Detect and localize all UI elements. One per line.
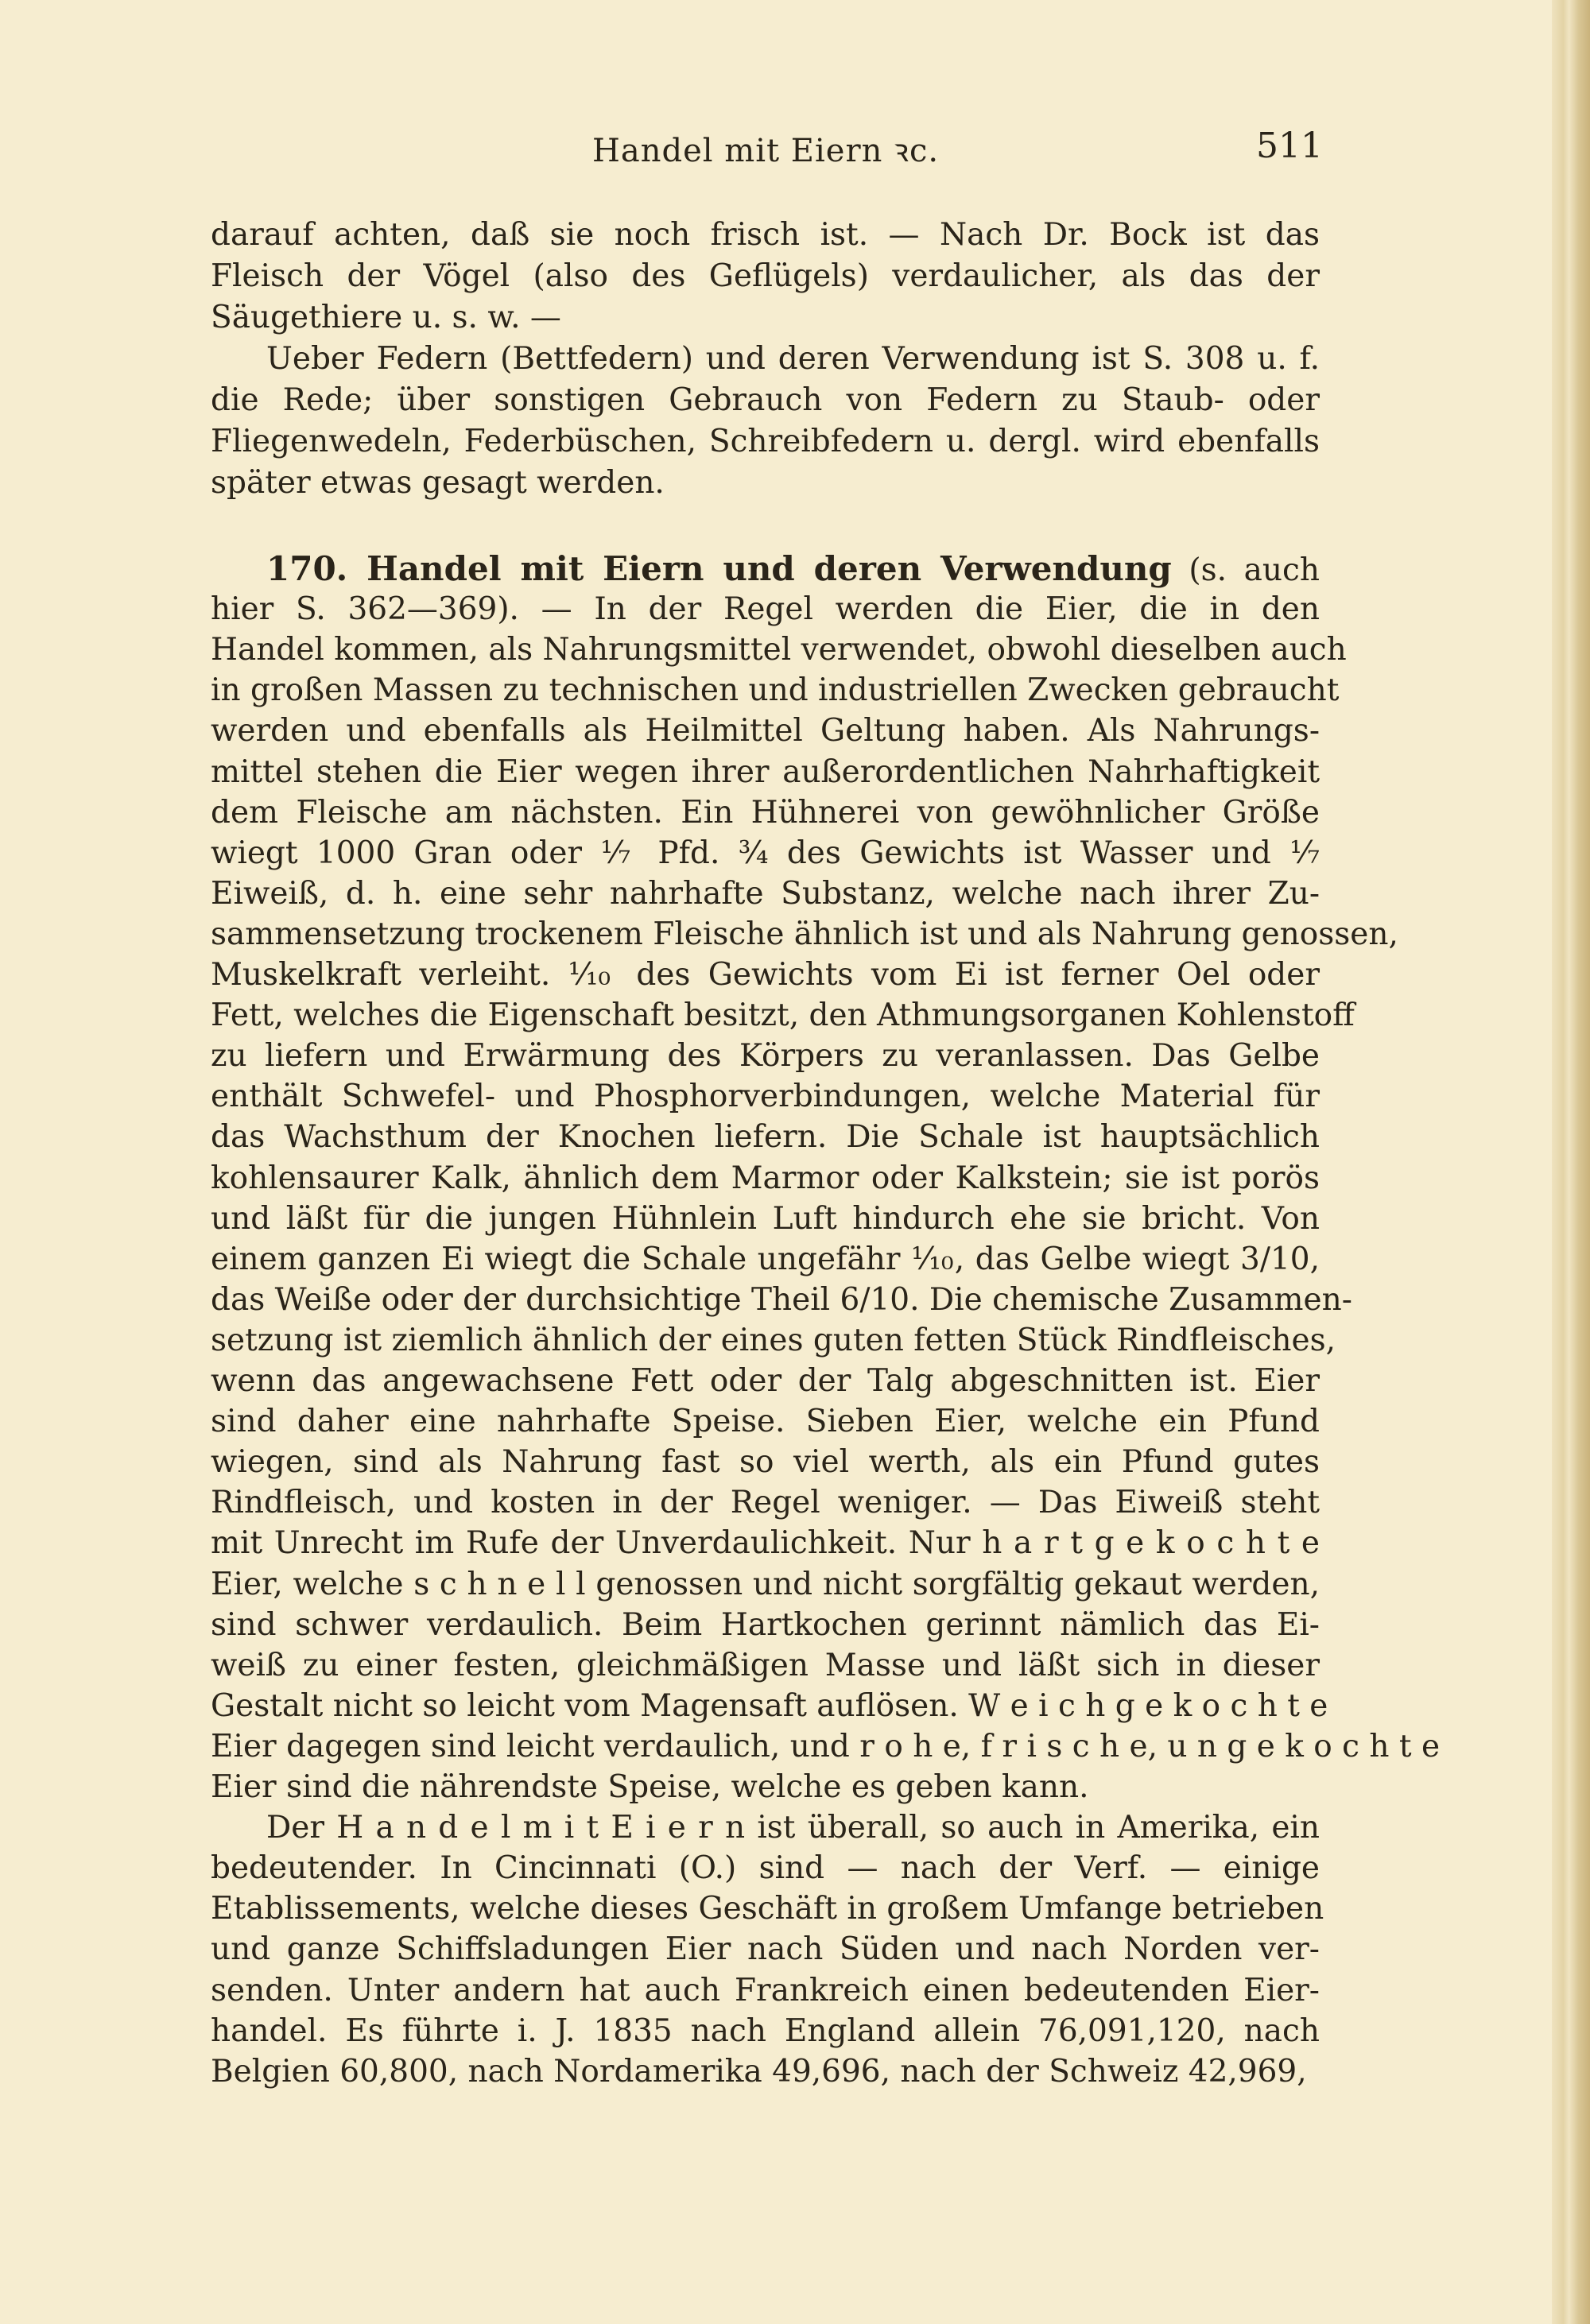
text-line: zu liefern und Erwärmung des Körpers zu veranlassen. Das Gelbe <box>211 1038 1320 1075</box>
text-line: sind schwer verdaulich. Beim Hartkochen gerinnt nämlich das Ei- <box>211 1606 1320 1643</box>
text-line: bedeutender. In Cincinnati (O.) sind — nach der Verf. — einige <box>211 1850 1320 1887</box>
text-line: weiß zu einer festen, gleichmäßigen Masse und läßt sich in dieser <box>211 1647 1320 1683</box>
text-line: Ueber Federn (Bettfedern) und deren Verwendung ist S. 308 u. f. <box>266 341 1320 377</box>
text-line: sammensetzung trockenem Fleische ähnlich ist und als Nahrung genossen, <box>211 916 1398 952</box>
text-line: sind daher eine nahrhafte Speise. Sieben Eier, welche ein Pfund <box>211 1404 1320 1440</box>
text-line: mit Unrecht im Rufe der Unverdaulichkeit. Nur h a r t g e k o c h t e <box>211 1525 1320 1562</box>
text-line: enthält Schwefel- und Phosphorverbindungen, welche Material für <box>211 1079 1320 1115</box>
text-line: Fett, welches die Eigenschaft besitzt, den Athmungsorganen Kohlenstoff <box>211 997 1355 1034</box>
page-edge <box>1552 0 1590 2324</box>
text-line: werden und ebenfalls als Heilmittel Geltung haben. Als Nahrungs- <box>211 713 1320 749</box>
text-line: später etwas gesagt werden. <box>211 465 665 501</box>
text-line: Eier dagegen sind leicht verdaulich, und r o h e, f r i s c h e, u n g e k o c h t e <box>211 1728 1441 1764</box>
text-line: setzung ist ziemlich ähnlich der eines guten fetten Stück Rindfleisches, <box>211 1322 1336 1358</box>
text-line: Der H a n d e l m i t E i e r n ist überall, so auch in Amerika, ein <box>266 1810 1320 1846</box>
text-line: einem ganzen Ei wiegt die Schale ungefähr ⅒, das Gelbe wiegt 3/10, <box>211 1241 1320 1277</box>
text-line: Etablissements, welche dieses Geschäft in großem Umfange betrieben <box>211 1891 1324 1927</box>
text-line: Eier, welche s c h n e l l genossen und nicht sorgfältig gekaut werden, <box>211 1566 1320 1602</box>
text-line: Säugethiere u. s. w. — <box>211 300 561 335</box>
text-line: die Rede; über sonstigen Gebrauch von Federn zu Staub- oder <box>211 382 1320 418</box>
text-line: mittel stehen die Eier wegen ihrer außerordentlichen Nahrhaftigkeit <box>211 753 1320 790</box>
text-line: Handel kommen, als Nahrungsmittel verwendet, obwohl dieselben auch <box>211 632 1347 668</box>
text-line: darauf achten, daß sie noch frisch ist. — Nach Dr. Bock ist das <box>211 217 1320 253</box>
text-line: Rindfleisch, und kosten in der Regel weniger. — Das Eiweiß steht <box>211 1485 1320 1521</box>
text-line: Gestalt nicht so leicht vom Magensaft auflösen. W e i c h g e k o c h t e <box>211 1687 1328 1724</box>
text-line: in großen Massen zu technischen und industriellen Zwecken gebraucht <box>211 672 1340 709</box>
text-line: wiegt 1000 Gran oder ⅐ Pfd. ¾ des Gewichts ist Wasser und ⅐ <box>211 835 1320 871</box>
text-line: das Wachsthum der Knochen liefern. Die Schale ist hauptsächlich <box>211 1119 1320 1156</box>
text-line: wenn das angewachsene Fett oder der Talg abgeschnitten ist. Eier <box>211 1363 1320 1399</box>
text-line: Muskelkraft verleiht. ⅒ des Gewichts vom Ei ist ferner Oel oder <box>211 957 1320 993</box>
text-line: senden. Unter andern hat auch Frankreich einen bedeutenden Eier- <box>211 1972 1320 2008</box>
text-line: handel. Es führte i. J. 1835 nach England allein 76,091,120, nach <box>211 2012 1320 2049</box>
text-line: Eiweiß, d. h. eine sehr nahrhafte Substanz, welche nach ihrer Zu- <box>211 875 1320 912</box>
text-line: das Weiße oder der durchsichtige Theil 6/10. Die chemische Zusammen- <box>211 1281 1352 1318</box>
section-heading: 170. Handel mit Eiern und deren Verwendung <box>266 549 1172 588</box>
running-title: Handel mit Eiern ꝛc. <box>592 133 940 169</box>
text-line: Fliegenwedeln, Federbüschen, Schreibfedern u. dergl. wird ebenfalls <box>211 424 1320 459</box>
text-line: hier S. 362—369). — In der Regel werden die Eier, die in den <box>211 591 1320 628</box>
text-line: Belgien 60,800, nach Nordamerika 49,696, nach der Schweiz 42,969, <box>211 2053 1307 2090</box>
heading-reference: (s. auch <box>1189 552 1320 588</box>
text-line: dem Fleische am nächsten. Ein Hühnerei von gewöhnlicher Größe <box>211 794 1320 831</box>
text-line: Fleisch der Vögel (also des Geflügels) verdaulicher, als das der <box>211 258 1320 294</box>
text-line: und ganze Schiffsladungen Eier nach Süden und nach Norden ver- <box>211 1931 1320 1968</box>
section-heading-line <box>266 548 1320 591</box>
text-line: Eier sind die nährendste Speise, welche es geben kann. <box>211 1769 1089 1805</box>
text-line: und läßt für die jungen Hühnlein Luft hindurch ehe sie bricht. Von <box>211 1200 1320 1237</box>
text-line: kohlensaurer Kalk, ähnlich dem Marmor oder Kalkstein; sie ist porös <box>211 1160 1320 1196</box>
text-line: wiegen, sind als Nahrung fast so viel werth, als ein Pfund gutes <box>211 1444 1320 1481</box>
page-number: 511 <box>1256 126 1323 166</box>
